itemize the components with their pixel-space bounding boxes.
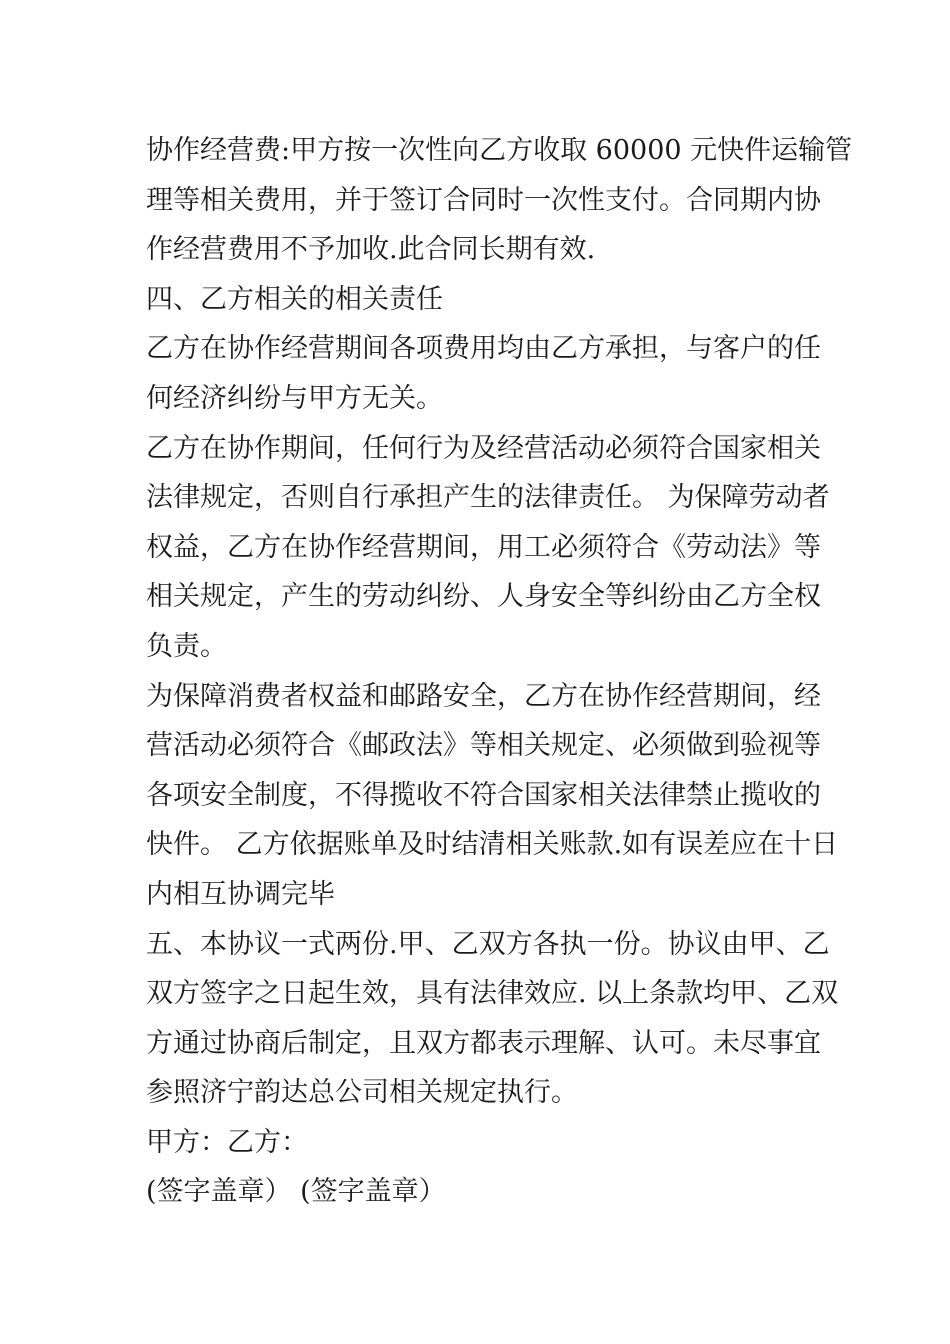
paragraph-line: 方通过协商后制定，且双方都表示理解、认可。未尽事宜 (146, 1027, 821, 1059)
paragraph-line: 权益，乙方在协作经营期间，用工必须符合《劳动法》等 (146, 531, 821, 563)
paragraph-line: 何经济纠纷与甲方无关。 (146, 382, 443, 414)
paragraph-line: 为保障消费者权益和邮路安全，乙方在协作经营期间，经 (146, 680, 821, 712)
paragraph-line: 营活动必须符合《邮政法》等相关规定、必须做到验视等 (146, 730, 821, 762)
paragraph-line: 负责。 (146, 630, 227, 662)
section-heading: 五、本协议一式两份.甲、乙双方各执一份。协议由甲、乙 (146, 928, 830, 960)
paragraph-line: 理等相关费用，并于签订合同时一次性支付。合同期内协 (146, 184, 821, 216)
party-labels: 甲方：乙方： (146, 1126, 308, 1158)
contract-body (146, 126, 853, 1217)
paragraph-line: 参照济宁韵达总公司相关规定执行。 (146, 1077, 578, 1109)
paragraph-line: 作经营费用不予加收.此合同长期有效. (146, 234, 596, 266)
paragraph-line: 快件。 乙方依据账单及时结清相关账款.如有误差应在十日 (146, 829, 839, 861)
paragraph-line: 法律规定，否则自行承担产生的法律责任。 为保障劳动者 (146, 482, 830, 514)
paragraph-line: 各项安全制度，不得揽收不符合国家相关法律禁止揽收的 (146, 779, 821, 811)
paragraph-line: 双方签字之日起生效，具有法律效应. 以上条款均甲、乙双 (146, 978, 839, 1010)
section-heading: 四、乙方相关的相关责任 (146, 283, 443, 315)
signature-labels: (签字盖章） (签字盖章） (146, 1176, 446, 1208)
paragraph-line: 协作经营费:甲方按一次性向乙方收取 60000 元快件运输管 (146, 135, 853, 166)
paragraph-line: 内相互协调完毕 (146, 878, 335, 910)
paragraph-line: 乙方在协作期间，任何行为及经营活动必须符合国家相关 (146, 432, 821, 464)
paragraph-line: 乙方在协作经营期间各项费用均由乙方承担，与客户的任 (146, 333, 821, 365)
paragraph-line: 相关规定，产生的劳动纠纷、人身安全等纠纷由乙方全权 (146, 581, 821, 613)
